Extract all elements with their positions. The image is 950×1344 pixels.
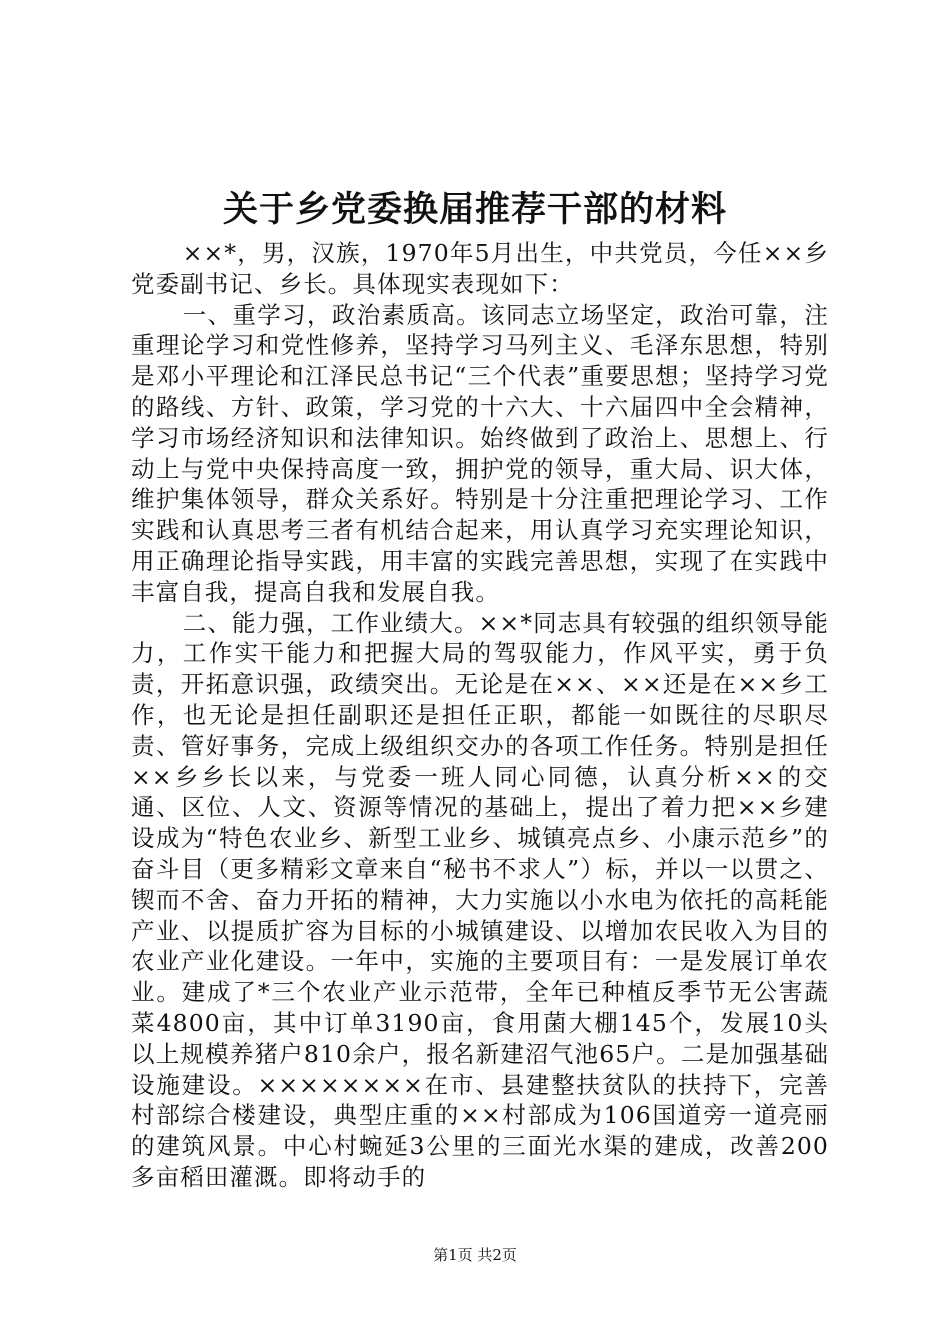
document-title: 关于乡党委换届推荐干部的材料 [222, 189, 727, 230]
paragraph-intro: ××*，男，汉族，1970年5月出生，中共党员，今任××乡党委副书记、乡长。具体现实表现如下： [131, 239, 829, 298]
paragraph-ability: 二、能力强，工作业绩大。××*同志具有较强的组织领导能力，工作实干能力和把握大局的驾驭能力，作风平实，勇于负责，开拓意识强，政绩突出。无论是在××、××还是在××乡工作，也无论是担任副职还是担任正职，都能一如既往的尽职尽责、管好事务，完成上级组织交办的各项工作任务。特别是担任××乡乡长以来，与党委一班人同心同德，认真分析××的交通、区位、人文、资源等情况的基础上，提出了着力把××乡建设成为“特色农业乡、新型工业乡、城镇亮点乡、小康示范乡”的奋斗目（更多精彩文章来自“秘书不求人”）标，并以一以贯之、锲而不舍、奋力开拓的精神，大力实施以小水电为依托的高耗能产业、以提质扩容为目标的小城镇建设、以增加农民收入为目的农业产业化建设。一年中，实施的主要项目有：一是发展订单农业。建成了*三个农业产业示范带，全年已种植反季节无公害蔬菜4800亩，其中订单3190亩，食用菌大棚145个，发展10头以上规模养猪户810余户，报名新建沼气池65户。二是加强基础设施建设。××××××××在市、县建整扶贫队的扶持下，完善村部综合楼建设，典型庄重的××村部成为106国道旁一道亮丽的建筑风景。中心村蜿延3公里的三面光水渠的建成，改善200多亩稻田灌溉。即将动手的 [131, 608, 829, 1191]
document-body [131, 238, 829, 1193]
paragraph-study: 一、重学习，政治素质高。该同志立场坚定，政治可靠，注重理论学习和党性修养，坚持学习马列主义、毛泽东思想，特别是邓小平理论和江泽民总书记“三个代表”重要思想；坚持学习党的路线、方针、政策，学习党的十六大、十六届四中全会精神，学习市场经济知识和法律知识。始终做到了政治上、思想上、行动上与党中央保持高度一致，拥护党的领导，重大局、识大体，维护集体领导，群众关系好。特别是十分注重把理论学习、工作实践和认真思考三者有机结合起来，用认真学习充实理论知识，用正确理论指导实践，用丰富的实践完善思想，实现了在实践中丰富自我，提高自我和发展自我。 [131, 300, 829, 606]
page-footer: 第1页 共2页 [433, 1246, 517, 1264]
